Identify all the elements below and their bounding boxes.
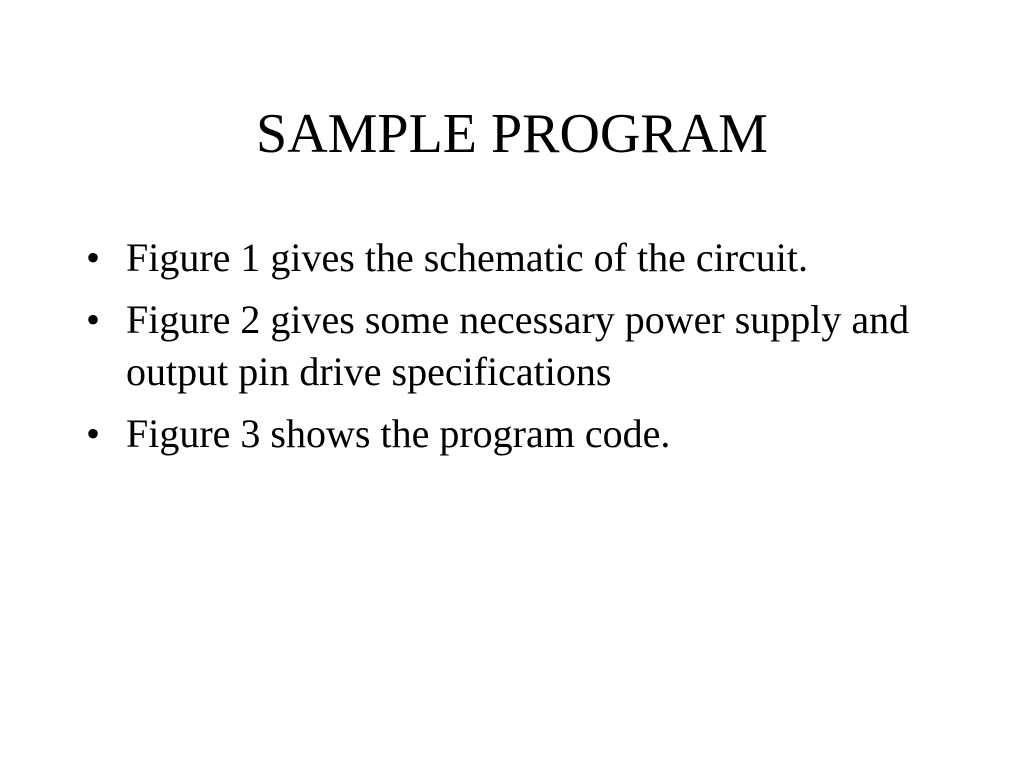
bullet-marker: • — [86, 297, 101, 342]
slide-title: SAMPLE PROGRAM — [256, 103, 768, 165]
bullet-text: Figure 3 shows the program code. — [126, 411, 671, 456]
bullet-item-figure-2 — [86, 294, 986, 398]
bullet-marker: • — [86, 235, 101, 280]
bullet-list — [86, 232, 986, 470]
bullet-marker: • — [86, 411, 101, 456]
bullet-item-figure-1 — [86, 232, 986, 284]
bullet-item-figure-3 — [86, 408, 986, 460]
bullet-text: Figure 1 gives the schematic of the circuit. — [126, 235, 809, 280]
bullet-text: Figure 2 gives some necessary power supply and output pin drive specifications — [126, 297, 910, 394]
